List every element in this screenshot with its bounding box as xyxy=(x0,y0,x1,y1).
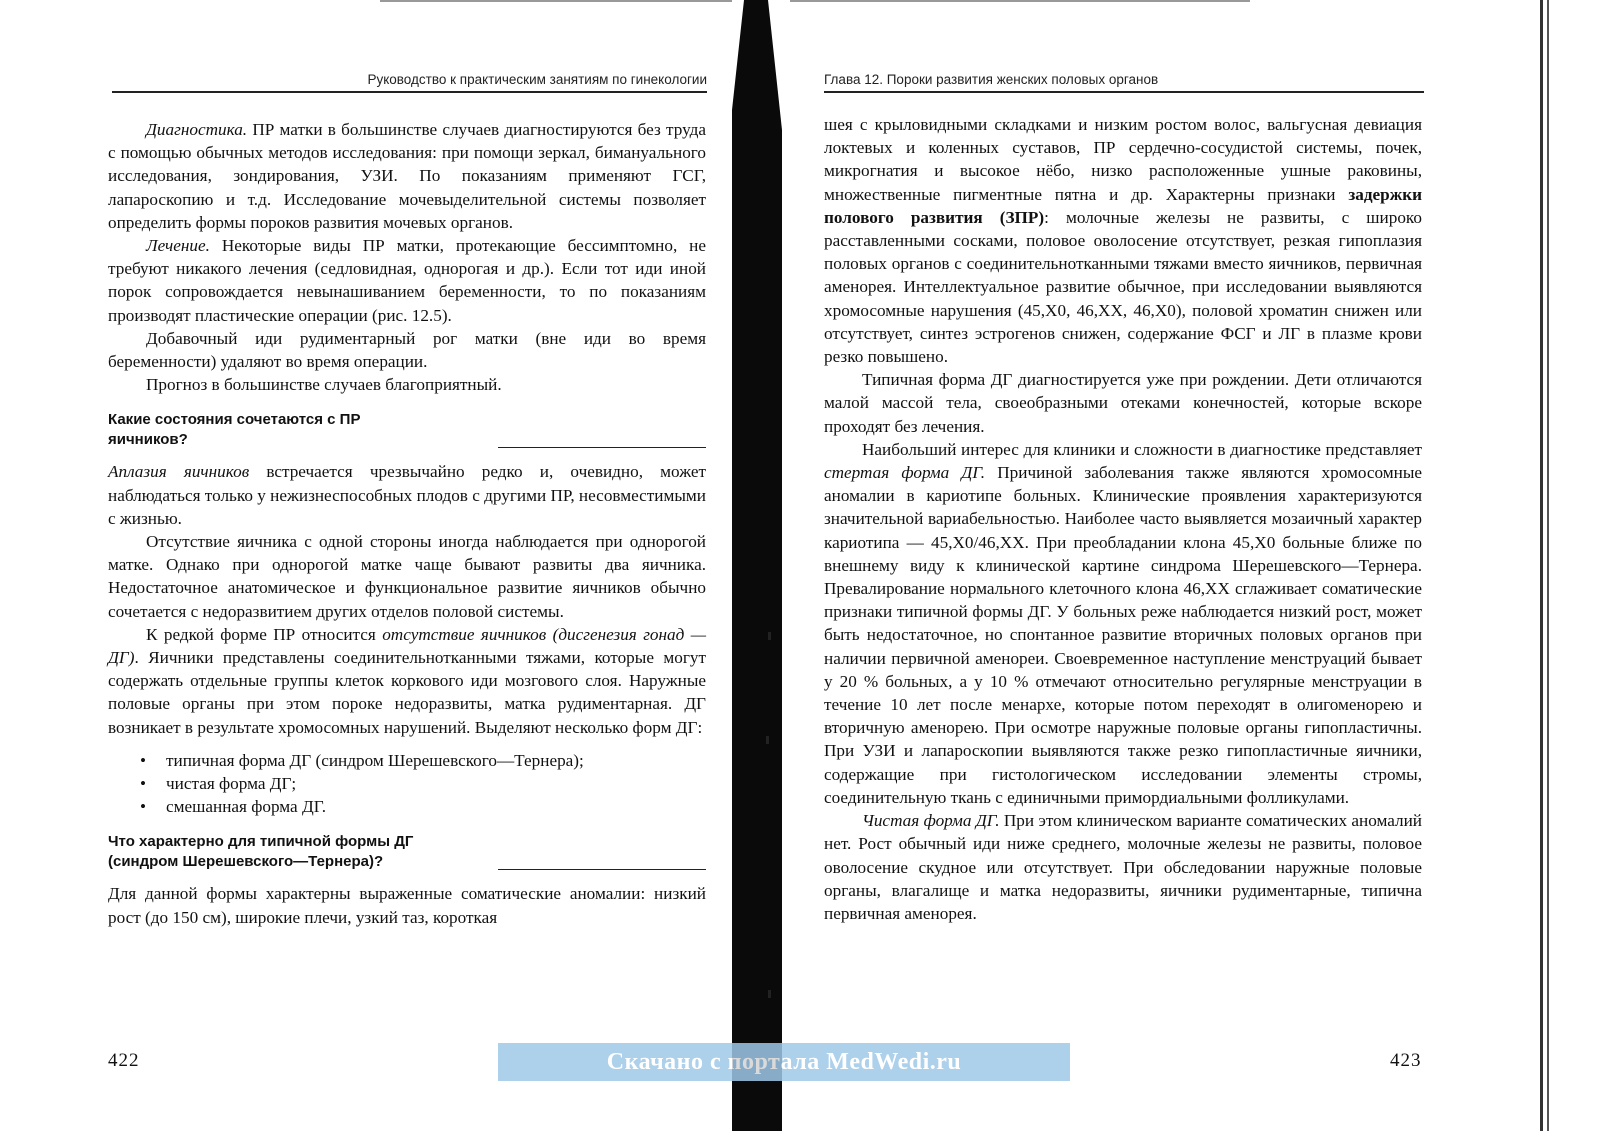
page-edge-line xyxy=(1547,0,1549,1131)
question-heading-typical-form xyxy=(108,832,468,872)
question-line: (синдром Шерешевского—Тернера)? xyxy=(108,853,384,871)
list-item xyxy=(108,772,706,795)
paragraph-erased-form xyxy=(824,438,1422,809)
right-page xyxy=(790,0,1480,1131)
paragraph-absence: Отсутствие яичника с одной стороны иногда наблюдается при однорогой матке. Однако при однорогой матке чаще бывают развиты два яичника. Недостаточное анатомическое и функциональное развитие яичников обычно сочетается с недоразвитием других отделов половой системы. xyxy=(108,532,706,621)
list-item xyxy=(108,795,706,818)
scan-speck xyxy=(768,990,771,998)
page-edge-line xyxy=(1540,0,1543,1131)
paragraph-text: встречается чрезвычайно редко и, очевидно, может наблюдаться только у нежизнеспособных плодов с другими ПР, несовместимыми с жизнью. xyxy=(108,462,706,528)
watermark-banner xyxy=(498,1043,1070,1081)
paragraph-somatic: Для данной формы характерны выраженные соматические аномалии: низкий рост (до 150 см), широкие плечи, узкий таз, короткая xyxy=(108,884,706,927)
list-item xyxy=(108,749,706,772)
paragraph-typical-diagnosis: Типичная форма ДГ диагностируется уже при рождении. Дети отличаются малой массой тела, своеобразными отеками конечностей, которые вскоре проходят без лечения. xyxy=(824,370,1422,436)
paragraph-text: К редкой форме ПР относится xyxy=(146,624,383,644)
term-dysgenesis: отсутствие яичников (дисгенезия гонад — ДГ) xyxy=(108,624,706,668)
running-header-right: Глава 12. Пороки развития женских половых органов xyxy=(824,72,1424,93)
paragraph-aplasia xyxy=(108,460,706,530)
term-aplasia: Аплазия яичников xyxy=(108,462,250,482)
paragraph-text: Наибольший интерес для клиники и сложности в диагностике представляет xyxy=(862,439,1422,459)
paragraph-text: Некоторые виды ПР матки, протекающие бессимптомно, не требуют никакого лечения (седловидная, однорогая и др.). Если тот иди иной порок сопровождается невынашиванием беременности, то по показаниям производят пластические операции (рис. 12.5). xyxy=(108,236,706,325)
page-number-right: 423 xyxy=(1390,1050,1422,1071)
dg-forms-list xyxy=(108,749,706,819)
term-zpr: задержки полового развития (ЗПР) xyxy=(824,184,1422,227)
page-edge xyxy=(1540,0,1552,1131)
paragraph-text: Причиной заболевания также являются хромосомные аномалии в кариотипе больных. Клинические проявления характеризуются значительной вариабельностью. Наиболее часто выявляется мозаичный характер кариотипа — 45,Х0/46,ХХ. При преобладании клона 45,Х0 больные ближе по внешнему виду к клинической картине синдрома Шерешевского—Тернера. Превалирование нормального клеточного клона 46,ХХ сглаживает соматические признаки типичной формы ДГ. У больных реже наблюдается низкий рост, может быть недостаточное, но спонтанное развитие вторичных половых органов при наличии первичной аменореи. Своевременное наступление менструаций бывает у 20 % больных, а у 10 % отмечают относительно регулярные менструации в течение 10 лет после менархе, которые потом переходят в олигоменорею и вторичную аменорею. При осмотре наружные половые органы гипопластичны. При УЗИ и лапароскопии выявляются также резко гипопластичные яичники, содержащие при гистологическом исследовании элементы стромы, соединительную ткань с единичными примордиальными фолликулами. xyxy=(824,463,1423,807)
watermark-text: Скачано с портала MedWedi.ru xyxy=(606,1048,962,1075)
scan-speck xyxy=(768,632,771,640)
paragraph-text: . Яичники представлены соединительнотканными тяжами, которые могут содержать отдельные группы клеток коркового иди мозгового слоя. Наружные половые органы при этом пороке недоразвиты, матка рудиментарная. ДГ возникает в результате хромосомных нарушений. Выделяют несколько форм ДГ: xyxy=(108,648,706,737)
left-page xyxy=(0,0,760,1131)
question-rule xyxy=(498,447,706,449)
paragraph-somatic-continued xyxy=(824,113,1422,368)
scan-speck xyxy=(766,736,769,744)
paragraph-dysgenesis xyxy=(108,623,706,739)
gutter-shadow xyxy=(732,0,782,1131)
question-line: яичников? xyxy=(108,431,188,449)
book-gutter xyxy=(732,0,782,1131)
question-line: Что характерно для типичной формы ДГ xyxy=(108,833,414,851)
term-pure-form: Чистая форма ДГ. xyxy=(862,811,1000,831)
term-treatment: Лечение. xyxy=(146,236,210,256)
running-header-left: Руководство к практическим занятиям по гинекологии xyxy=(112,72,707,93)
list-item-text: чистая форма ДГ; xyxy=(166,774,297,794)
right-page-body xyxy=(824,113,1422,925)
bullet-icon: • xyxy=(140,797,147,817)
paragraph-horn: Добавочный иди рудиментарный рог матки (вне иди во время беременности) удаляют во время операции. xyxy=(108,328,706,372)
paragraph-pure-form xyxy=(824,809,1422,925)
paragraph-text: ПР матки в большинстве случаев диагностируются без труда с помощью обычных методов исследования: при помощи зеркал, бимануального исследования, зондирования, УЗИ. По показаниям применяют ГСГ, лапароскопию и т.д. Исследование мочевыделительной системы позволяет определить формы пороков развития мочевых органов. xyxy=(108,120,706,232)
paragraph-text: : молочные железы не развиты, с широко расставленными сосками, половое оволосение отсутствует, резкая гипоплазия половых органов с соединительнотканными тяжами вместо яичников, первичная аменорея. Интеллектуальное развитие обычное, при исследовании выявляются хромосомные нарушения (45,Х0, 46,ХХ, 46,Х0), половой хроматин снижен или отсутствует, синтез эстрогенов снижен, содержание ФСГ и ЛГ в плазме крови резко повышено. xyxy=(824,207,1422,367)
bullet-icon: • xyxy=(140,774,147,794)
question-heading-ovaries xyxy=(108,410,468,450)
bullet-icon: • xyxy=(140,750,147,770)
list-item-text: смешанная форма ДГ. xyxy=(166,797,326,817)
paragraph-diagnostics xyxy=(108,118,706,234)
list-item-text: типичная форма ДГ (синдром Шерешевского—Тернера); xyxy=(166,750,584,770)
paragraph-prognosis: Прогноз в большинстве случаев благоприятный. xyxy=(146,375,502,395)
paragraph-text: При этом клиническом варианте соматических аномалий нет. Рост обычный иди ниже среднего, молочные железы не развиты, половое оволосение скудное или отсутствует. При обследовании наружные половые органы, влагалище и матка недоразвиты, яичники рудиментарные, типична первичная аменорея. xyxy=(824,811,1422,923)
top-rule xyxy=(790,0,1250,2)
top-rule xyxy=(380,0,735,2)
question-rule xyxy=(498,869,706,871)
left-page-body xyxy=(108,118,706,929)
term-erased-form: стертая форма ДГ. xyxy=(824,463,986,483)
page-number-left: 422 xyxy=(108,1050,140,1071)
paragraph-text: шея с крыловидными складками и низким ростом волос, вальгусная девиация локтевых и коленных суставов, ПР сердечно-сосудистой системы, почек, микрогнатия и высокое нёбо, низко расположенные ушные раковины, множественные пигментные пятна и др. Характерны признаки xyxy=(824,115,1422,204)
paragraph-treatment xyxy=(108,234,706,327)
term-diagnostics: Диагностика. xyxy=(146,120,248,139)
question-line: Какие состояния сочетаются с ПР xyxy=(108,411,361,429)
